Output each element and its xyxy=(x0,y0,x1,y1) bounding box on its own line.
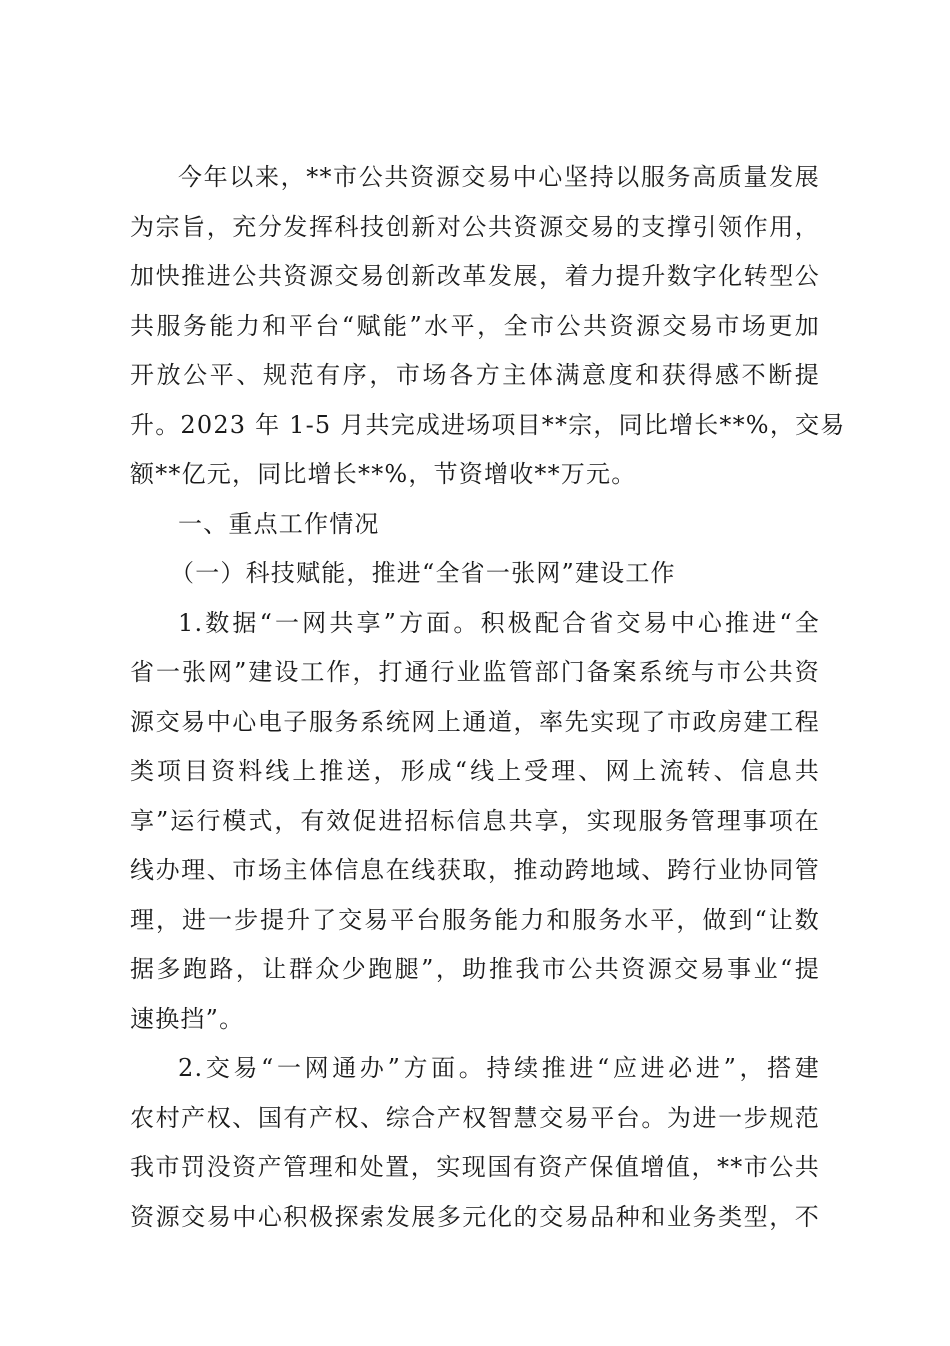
text-line: 速换挡”。 xyxy=(130,1004,245,1033)
text-line: 加快推进公共资源交易创新改革发展，着力提升数字化转型公 xyxy=(130,262,820,290)
text-line: 源交易中心电子服务系统网上通道，率先实现了市政房建工程 xyxy=(130,707,820,736)
text-line: 升。2023 年 1-5 月共完成进场项目**宗，同比增长**%，交易 xyxy=(130,410,846,439)
text-line: 额**亿元，同比增长**%，节资增收**万元。 xyxy=(130,460,637,488)
text-line: 为宗旨，充分发挥科技创新对公共资源交易的支撑引领作用， xyxy=(130,212,820,241)
section-heading: 一、重点工作情况 xyxy=(178,509,380,538)
text-line: 开放公平、规范有序，市场各方主体满意度和获得感不断提 xyxy=(130,361,820,389)
text-line: 理，进一步提升了交易平台服务能力和服务水平，做到“让数 xyxy=(130,905,820,934)
text-line: 2.交易“一网通办”方面。持续推进“应进必进”，搭建 xyxy=(178,1054,820,1082)
text-line: 资源交易中心积极探索发展多元化的交易品种和业务类型，不 xyxy=(130,1202,820,1231)
text-line: 据多跑路，让群众少跑腿”，助推我市公共资源交易事业“提 xyxy=(130,955,820,983)
text-line: 1.数据“一网共享”方面。积极配合省交易中心推进“全 xyxy=(178,608,820,637)
text-line: 今年以来，**市公共资源交易中心坚持以服务高质量发展 xyxy=(178,163,820,191)
subsection-heading: （一）科技赋能，推进“全省一张网”建设工作 xyxy=(170,559,676,587)
text-line: 共服务能力和平台“赋能”水平，全市公共资源交易市场更加 xyxy=(130,311,820,340)
text-line: 线办理、市场主体信息在线获取，推动跨地域、跨行业协同管 xyxy=(130,856,820,884)
document-body xyxy=(130,153,846,1242)
text-line: 农村产权、国有产权、综合产权智慧交易平台。为进一步规范 xyxy=(130,1103,820,1132)
text-line: 享”运行模式，有效促进招标信息共享，实现服务管理事项在 xyxy=(130,806,820,835)
text-line: 类项目资料线上推送，形成“线上受理、网上流转、信息共 xyxy=(130,757,820,785)
text-line: 我市罚没资产管理和处置，实现国有资产保值增值，**市公共 xyxy=(130,1153,820,1181)
text-line: 省一张网”建设工作，打通行业监管部门备案系统与市公共资 xyxy=(130,658,820,686)
